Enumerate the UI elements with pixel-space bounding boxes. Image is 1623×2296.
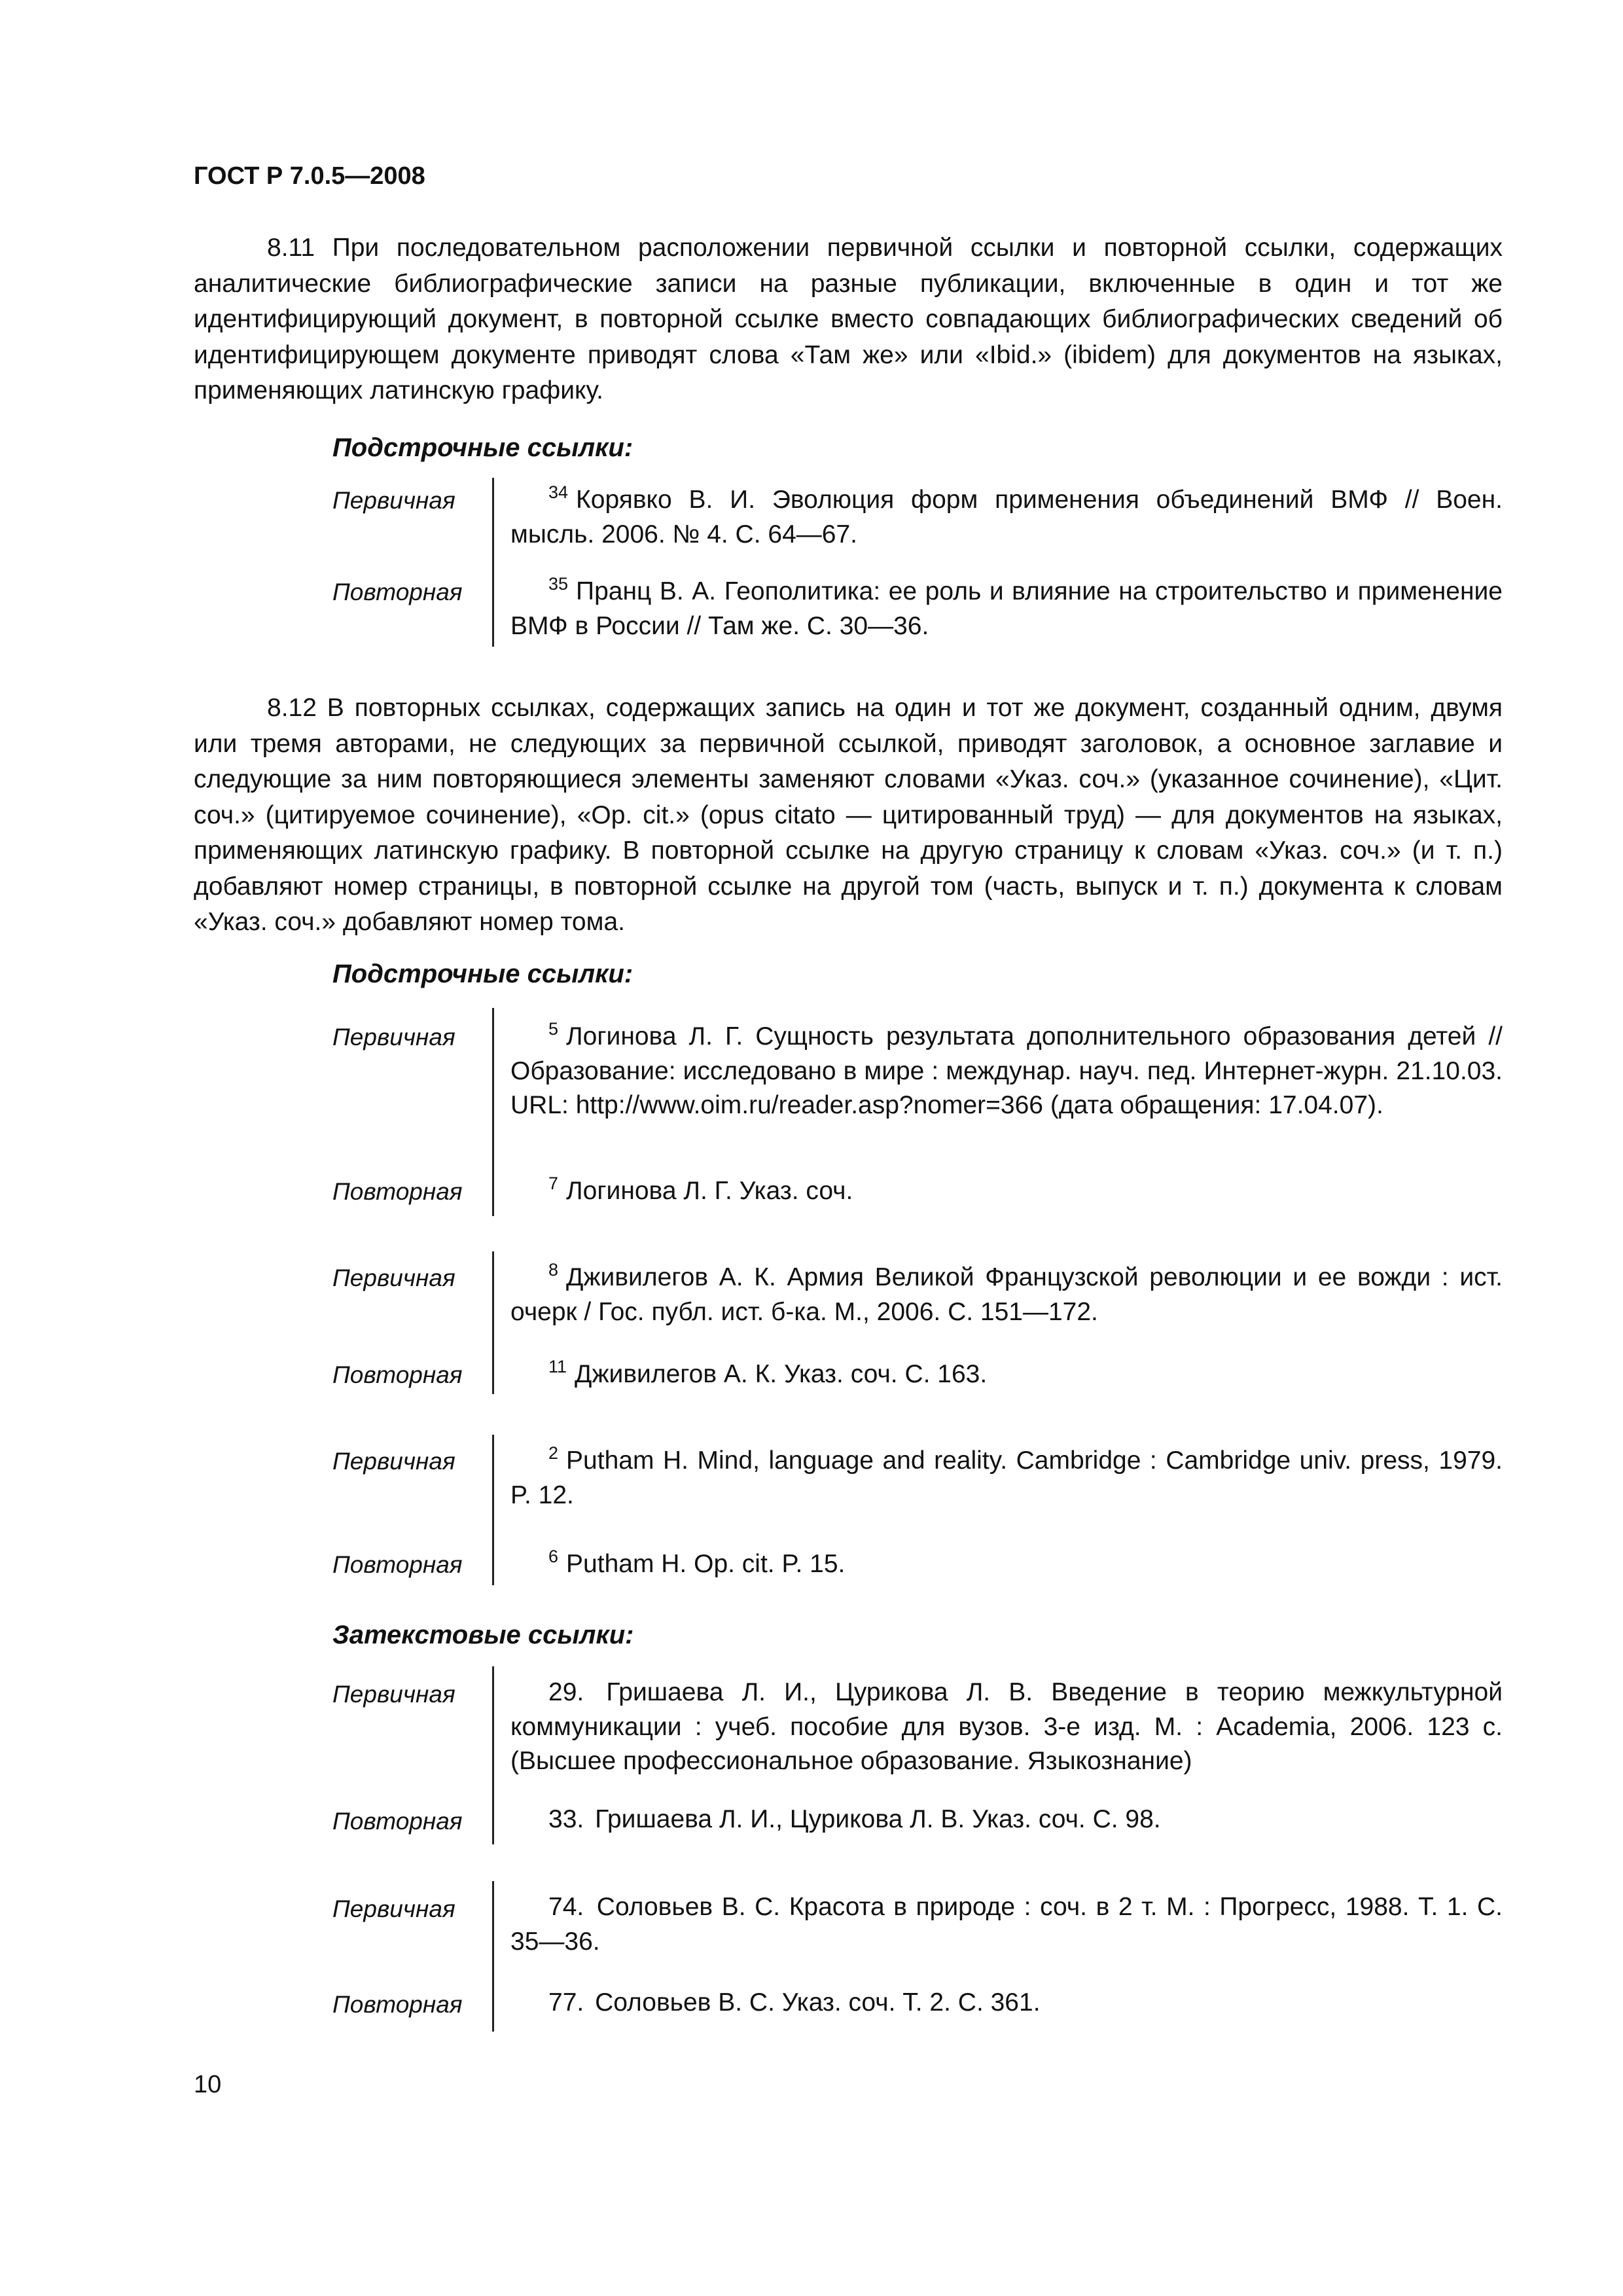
reference-text: Корявко В. И. Эволюция форм применения объединений ВМФ // Воен. мысль. 2006. № 4. С. 64—67.: [510, 486, 1503, 548]
primary-reference-text: [510, 483, 1503, 552]
repeat-label: Повторная: [332, 1991, 463, 2018]
primary-label: Первичная: [332, 1895, 455, 1922]
footnote-number: 7: [548, 1174, 559, 1194]
vertical-rule: [492, 1435, 494, 1585]
example-block-4: [0, 1435, 1623, 1585]
repeat-label: Повторная: [332, 1361, 463, 1388]
reference-text: Дживилегов А. К. Указ. соч. С. 163.: [575, 1360, 988, 1388]
repeat-reference-text: [510, 1357, 1503, 1392]
primary-reference-text: [510, 1261, 1503, 1329]
footnote-number: 5: [548, 1019, 559, 1039]
reference-text: Гришаева Л. И., Цурикова Л. В. Указ. соч. С. 98.: [595, 1805, 1161, 1833]
section-title-footnotes-1: Подстрочные ссылки:: [332, 433, 633, 462]
primary-label: Первичная: [332, 1681, 455, 1708]
reference-text: Соловьев В. С. Красота в природе : соч. в 2 т. М. : Прогресс, 1988. Т. 1. С. 35—36.: [510, 1893, 1503, 1956]
reference-text: Логинова Л. Г. Сущность результата дополнительного образования детей // Образование: исследовано в мире : междунар. науч. пед. Интернет-журн. 21.10.03. URL: http://www.oim.ru/reader.asp?nomer=366 (дата обращения: 17.04.07).: [510, 1022, 1503, 1119]
primary-label: Первичная: [332, 1265, 455, 1291]
primary-label: Первичная: [332, 487, 455, 514]
paragraph-8-12: [194, 691, 1503, 941]
page-number: 10: [194, 2071, 222, 2098]
primary-reference-text: [510, 1444, 1503, 1513]
reference-text: Гришаева Л. И., Цурикова Л. В. Введение в теорию межкультурной коммуникации : учеб. пособие для вузов. 3-е изд. М. : Academia, 2006. 123 с. (Высшее профессиональное образование. Языкознание): [510, 1678, 1503, 1775]
footnote-number: 8: [548, 1260, 559, 1280]
primary-reference-text: [510, 1676, 1503, 1779]
footnote-number: 2: [548, 1443, 559, 1463]
reference-text: Дживилегов А. К. Армия Великой Французской революции и ее вожди : ист. очерк / Гос. публ. ист. б-ка. М., 2006. С. 151—172.: [510, 1263, 1503, 1326]
vertical-rule: [492, 1881, 494, 2032]
vertical-rule: [492, 1008, 494, 1216]
reference-text: Пранц В. А. Геополитика: ее роль и влияние на строительство и применение ВМФ в России // Там же. С. 30—36.: [510, 577, 1503, 640]
repeat-reference-text: [510, 1547, 1503, 1582]
paragraph-text: 8.12 В повторных ссылках, содержащих запись на один и тот же документ, созданный одним, двумя или тремя авторами, не следующих за первичной ссылкой, приводят заголовок, а основное заглавие и следующие за ним повторяющиеся элементы заменяют словами «Указ. соч.» (указанное сочинение), «Цит. соч.» (цитируемое сочинение), «Op. cit.» (opus citato — цитированный труд) — для документов на языках, применяющих латинскую графику. В повторной ссылке на другую страницу к словам «Указ. соч.» (и т. п.) добавляют номер страницы, в повторной ссылке на другой том (часть, выпуск и т. п.) документа к словам «Указ. соч.» добавляют номер тома.: [194, 694, 1503, 936]
reference-number: 29.: [548, 1678, 584, 1706]
footnote-number: 34: [548, 482, 569, 503]
primary-label: Первичная: [332, 1024, 455, 1050]
vertical-rule: [492, 1251, 494, 1394]
vertical-rule: [492, 478, 494, 647]
example-block-5: [0, 1666, 1623, 1844]
example-block-1: [0, 478, 1623, 647]
footnote-number: 11: [548, 1357, 567, 1377]
repeat-label: Повторная: [332, 1178, 463, 1205]
footnote-number: 6: [548, 1547, 559, 1567]
primary-reference-text: [510, 1890, 1503, 1959]
reference-text: Логинова Л. Г. Указ. соч.: [566, 1177, 853, 1205]
footnote-number: 35: [548, 574, 569, 594]
reference-text: Putham H. Mind, language and reality. Cambridge : Cambridge univ. press, 1979. P. 12.: [510, 1446, 1503, 1509]
repeat-reference-text: [510, 1986, 1503, 2020]
section-title-endnotes: Затекстовые ссылки:: [332, 1621, 634, 1649]
example-block-6: [0, 1881, 1623, 2032]
section-title-footnotes-2: Подстрочные ссылки:: [332, 960, 633, 988]
example-block-3: [0, 1251, 1623, 1394]
reference-text: Соловьев В. С. Указ. соч. Т. 2. С. 361.: [595, 1988, 1041, 2017]
repeat-label: Повторная: [332, 1808, 463, 1835]
reference-number: 33.: [548, 1805, 584, 1833]
reference-number: 77.: [548, 1988, 584, 2017]
paragraph-text: 8.11 При последовательном расположении первичной ссылки и повторной ссылки, содержащих аналитические библиографические записи на разные публикации, включенные в один и тот же идентифицирующий документ, в повторной ссылке вместо совпадающих библиографических сведений об идентифицирующем документе приводят слова «Там же» или «Ibid.» (ibidem) для документов на языках, применяющих латинскую графику.: [194, 234, 1503, 404]
example-block-2: [0, 1008, 1623, 1216]
repeat-reference-text: [510, 1174, 1503, 1209]
repeat-label: Повторная: [332, 579, 463, 605]
paragraph-8-11: [194, 230, 1503, 409]
repeat-label: Повторная: [332, 1551, 463, 1578]
reference-number: 74.: [548, 1893, 584, 1921]
document-header: ГОСТ Р 7.0.5—2008: [194, 162, 425, 190]
repeat-reference-text: [510, 1803, 1503, 1837]
primary-label: Первичная: [332, 1448, 455, 1475]
primary-reference-text: [510, 1020, 1503, 1123]
vertical-rule: [492, 1666, 494, 1844]
reference-text: Putham H. Op. cit. P. 15.: [566, 1550, 846, 1578]
repeat-reference-text: [510, 575, 1503, 643]
